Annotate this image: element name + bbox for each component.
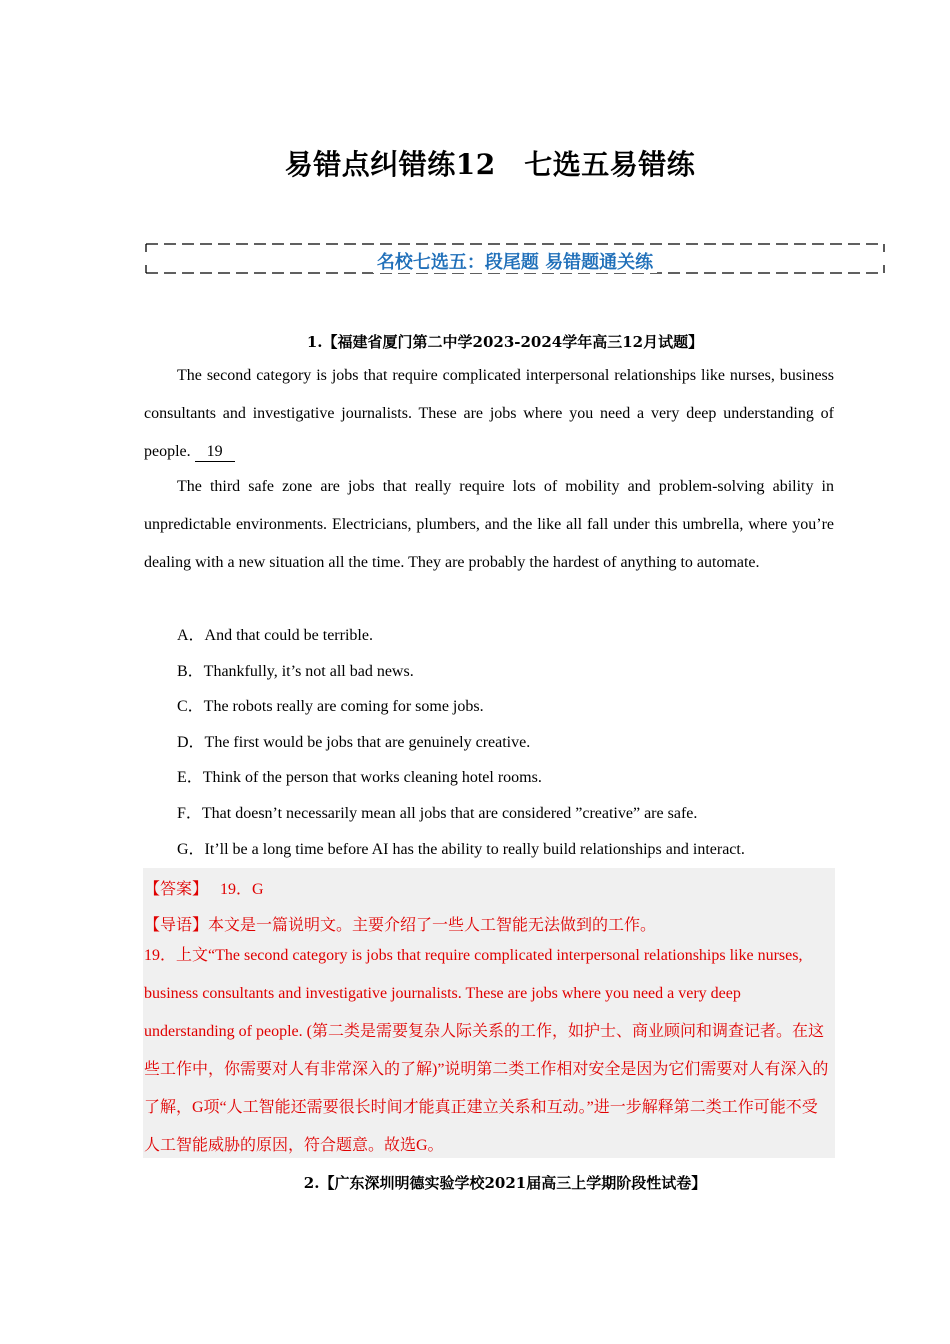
- paragraph-1-text: The second category is jobs that require complicated interpersonal relationships like nurses, business consultants and investigative journalists. These are jobs where you need a very deep understanding of people.: [144, 367, 834, 460]
- option-a: A．And that could be terrible.: [177, 627, 373, 644]
- guide-line: 【导语】本文是一篇说明文。主要介绍了一些人工智能无法做到的工作。: [144, 917, 657, 934]
- answer-line: 【答案】 19．G: [144, 881, 264, 898]
- option-g: G．It’ll be a long time before AI has the ability to really build relationships and interact.: [177, 840, 745, 858]
- options-list: [177, 620, 857, 869]
- option-d: D．The first would be jobs that are genuinely creative.: [177, 733, 531, 751]
- explanation-text: 19．上文“The second category is jobs that require complicated interpersonal relationships like nurses, business consultants and investigative journalists. These are jobs where you need a very deep understanding of people. (第二类是需要复杂人际关系的工作，如护士、商业顾问和调查记者。在这些工作中，你需要对人有非常深入的了解)”说明第二类工作相对安全是因为它们需要对人有深入的了解，G项“人工智能还需要很长时间才能真正建立关系和互动。”进一步解释第二类工作可能不受人工智能威胁的原因，符合题意。故选G。: [144, 947, 829, 1154]
- banner-label: 名校七选五：段尾题 易错题通关练: [373, 252, 657, 273]
- blank-19: 19: [195, 443, 235, 462]
- question-1-header: 1.【福建省厦门第二中学2023-2024学年高三12月试题】: [306, 333, 704, 351]
- page-title: 易错点纠错练12 七选五易错练: [284, 148, 696, 181]
- option-f: F．That doesn’t necessarily mean all jobs that are considered ”creative” are safe.: [177, 804, 698, 822]
- question-2-header: 2.【广东深圳明德实验学校2021届高三上学期阶段性试卷】: [303, 1174, 707, 1192]
- passage-paragraph-1: [144, 357, 834, 471]
- option-c: C．The robots really are coming for some jobs.: [177, 698, 484, 716]
- section-banner: [145, 243, 885, 274]
- option-e: E．Think of the person that works cleaning hotel rooms.: [177, 769, 542, 787]
- option-b: B．Thankfully, it’s not all bad news.: [177, 662, 414, 680]
- passage-paragraph-2: The third safe zone are jobs that really require lots of mobility and problem-solving ability in unpredictable environments. Electricians, plumbers, and the like all fall under this umbrella, where you’re dealing with a new situation all the time. They are probably the hardest of anything to automate.: [144, 478, 834, 571]
